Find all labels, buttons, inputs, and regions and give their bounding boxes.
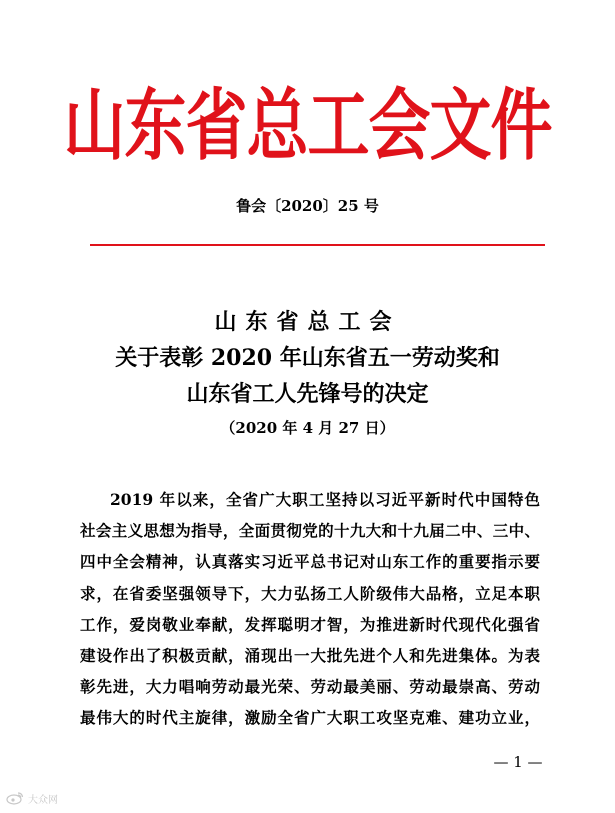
weibo-logo-icon [6, 791, 24, 805]
masthead-title: 山东省总工会文件 [63, 79, 552, 171]
body-line: 2019 年以来，全省广大职工坚持以习近平新时代中国特色 [110, 490, 540, 509]
body-line: 求，在省委坚强领导下，大力弘扬工人阶级伟大品格，立足本职 [80, 583, 540, 603]
document-title [0, 304, 615, 412]
watermark [6, 789, 58, 807]
body-line: 最伟大的时代主旋律，激励全省广大职工攻坚克难、建功立业， [80, 708, 540, 728]
document-date: （2020 年 4 月 27 日） [220, 419, 395, 437]
red-divider-line [90, 244, 545, 246]
page-number: — 1 — [493, 753, 543, 771]
watermark-text: 大众网 [28, 794, 58, 806]
body-line: 彰先进，大力唱响劳动最光荣、劳动最美丽、劳动最崇高、劳动 [80, 677, 540, 697]
document-masthead [0, 72, 615, 180]
title-line-2: 关于表彰 2020 年山东省五一劳动奖和 [115, 345, 500, 371]
body-line: 社会主义思想为指导，全面贯彻党的十九大和十九届二中、三中、 [80, 521, 540, 541]
document-number: 鲁会〔2020〕25 号 [236, 197, 379, 215]
body-paragraph [80, 484, 540, 734]
body-line: 工作，爱岗敬业奉献，发挥聪明才智，为推进新时代现代化强省 [80, 614, 540, 634]
title-line-3: 山东省工人先锋号的决定 [186, 381, 429, 407]
title-issuer: 山东省总工会 [214, 309, 401, 335]
body-line: 建设作出了积极贡献，涌现出一大批先进个人和先进集体。为表 [80, 646, 540, 666]
body-line: 四中全会精神，认真落实习近平总书记对山东工作的重要指示要 [80, 552, 540, 572]
